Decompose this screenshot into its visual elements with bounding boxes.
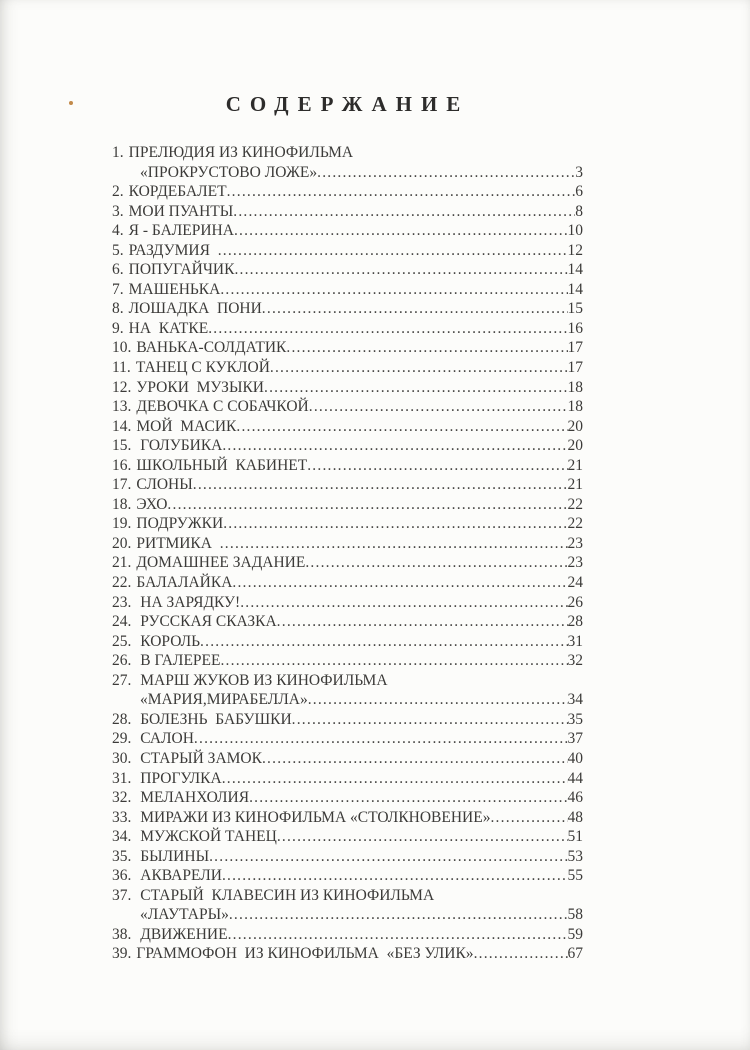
entry-number: 37. xyxy=(112,886,132,904)
entry-title: РУССКАЯ СКАЗКА xyxy=(136,613,277,631)
entry-page-number: 14 xyxy=(567,261,583,279)
entry-number: 33. xyxy=(112,808,132,826)
entry-title: МОЙ МАСИК xyxy=(136,417,237,435)
entry-title: СТАРЫЙ КЛАВЕСИН ИЗ КИНОФИЛЬМА xyxy=(136,886,435,904)
entry-page-number: 16 xyxy=(567,319,583,337)
entry-number: 17. xyxy=(112,476,132,494)
entry-number: 32. xyxy=(112,789,132,807)
entry-title: МУЖСКОЙ ТАНЕЦ xyxy=(136,828,277,846)
entry-title: РАЗДУМИЯ xyxy=(128,241,218,259)
dot-leader xyxy=(264,378,567,398)
dot-leader xyxy=(292,710,568,730)
entry-title: ШКОЛЬНЫЙ КАБИНЕТ xyxy=(136,456,308,474)
entry-title: ДОМАШНЕЕ ЗАДАНИЕ xyxy=(136,554,306,572)
dot-leader xyxy=(222,866,568,886)
dot-leader xyxy=(220,534,568,554)
entry-title: ДЕВОЧКА С СОБАЧКОЙ xyxy=(136,398,309,416)
entry-page-number: 12 xyxy=(567,241,583,259)
entry-title: В ГАЛЕРЕЕ xyxy=(136,652,221,670)
entry-title: ПРОГУЛКА xyxy=(136,769,222,787)
entry-number: 9. xyxy=(112,319,124,337)
toc-entry xyxy=(112,553,583,573)
entry-page-number: 14 xyxy=(567,280,583,298)
entry-number: 3. xyxy=(112,202,124,220)
entry-page-number: 34 xyxy=(567,691,583,709)
entry-page-number: 26 xyxy=(567,593,583,611)
entry-page-number: 20 xyxy=(567,437,583,455)
scan-speck-artifact xyxy=(69,101,73,105)
entry-title: «ЛАУТАРЫ» xyxy=(140,906,229,924)
entry-number: 27. xyxy=(112,671,132,689)
entry-page-number: 20 xyxy=(567,417,583,435)
entry-title: ГРАММОФОН ИЗ КИНОФИЛЬМА «БЕЗ УЛИК» xyxy=(136,945,474,963)
toc-entry xyxy=(112,182,583,202)
dot-leader xyxy=(234,260,567,280)
entry-page-number: 31 xyxy=(567,632,583,650)
entry-title: РИТМИКА xyxy=(136,534,220,552)
entry-page-number: 32 xyxy=(567,652,583,670)
toc-entry xyxy=(112,319,583,339)
entry-number: 15. xyxy=(112,437,132,455)
dot-leader xyxy=(209,847,567,867)
entry-page-number: 15 xyxy=(567,300,583,318)
entry-number: 12. xyxy=(112,378,132,396)
entry-page-number: 21 xyxy=(567,456,583,474)
dot-leader xyxy=(317,163,575,183)
toc-entry-continuation xyxy=(112,905,583,925)
entry-page-number: 22 xyxy=(567,515,583,533)
toc-entry xyxy=(112,241,583,261)
entry-page-number: 23 xyxy=(567,534,583,552)
entry-number: 24. xyxy=(112,613,132,631)
dot-leader xyxy=(286,338,567,358)
entry-title: ПОДРУЖКИ xyxy=(136,515,224,533)
toc-entry xyxy=(112,593,583,613)
dot-leader xyxy=(227,182,576,202)
entry-number: 14. xyxy=(112,417,132,435)
entry-number: 29. xyxy=(112,730,132,748)
entry-title: БЫЛИНЫ xyxy=(136,847,210,865)
dot-leader xyxy=(194,729,568,749)
toc-entry-continuation xyxy=(112,163,583,183)
dot-leader xyxy=(305,553,567,573)
toc-entry xyxy=(112,729,583,749)
toc-entry xyxy=(112,612,583,632)
entry-page-number: 59 xyxy=(567,925,583,943)
dot-leader xyxy=(262,749,568,769)
toc-entry xyxy=(112,397,583,417)
entry-title: МАРШ ЖУКОВ ИЗ КИНОФИЛЬМА xyxy=(136,671,388,689)
entry-title: МЕЛАНХОЛИЯ xyxy=(136,789,250,807)
entry-title: «ПРОКРУСТОВО ЛОЖЕ» xyxy=(140,163,318,181)
entry-number: 2. xyxy=(112,183,124,201)
dot-leader xyxy=(307,456,567,476)
toc-entry xyxy=(112,417,583,437)
dot-leader xyxy=(220,651,567,671)
entry-title: «МАРИЯ,МИРАБЕЛЛА» xyxy=(140,691,308,709)
dot-leader xyxy=(309,397,568,417)
entry-number: 11. xyxy=(112,359,131,377)
toc-entry xyxy=(112,299,583,319)
entry-number: 36. xyxy=(112,867,132,885)
entry-number: 13. xyxy=(112,398,132,416)
entry-number: 1. xyxy=(112,144,124,161)
toc-entry xyxy=(112,436,583,456)
entry-title: ДВИЖЕНИЕ xyxy=(136,925,228,943)
entry-number: 4. xyxy=(112,222,124,240)
entry-title: НА КАТКЕ xyxy=(128,319,209,337)
toc-entry xyxy=(112,495,583,515)
entry-number: 7. xyxy=(112,280,124,298)
toc-entry xyxy=(112,514,583,534)
dot-leader xyxy=(262,299,568,319)
entry-page-number: 28 xyxy=(567,613,583,631)
entry-number: 16. xyxy=(112,456,132,474)
entry-number: 21. xyxy=(112,554,132,572)
dot-leader xyxy=(490,808,567,828)
toc-title: СОДЕРЖАНИЕ xyxy=(225,92,470,116)
toc-entry xyxy=(112,749,583,769)
entry-page-number: 3 xyxy=(575,163,583,181)
dot-leader xyxy=(223,514,567,534)
entry-page-number: 21 xyxy=(567,476,583,494)
entry-page-number: 35 xyxy=(567,710,583,728)
toc-entry xyxy=(112,632,583,652)
toc-entry xyxy=(112,808,583,828)
entry-number: 20. xyxy=(112,534,132,552)
dot-leader xyxy=(233,202,575,222)
entry-number: 28. xyxy=(112,710,132,728)
entry-number: 30. xyxy=(112,749,132,767)
entry-title: АКВАРЕЛИ xyxy=(136,867,222,885)
dot-leader xyxy=(167,495,567,515)
toc-entry xyxy=(112,143,583,163)
dot-leader xyxy=(229,905,568,925)
dot-leader xyxy=(228,925,568,945)
toc-entry xyxy=(112,886,583,906)
dot-leader xyxy=(249,788,567,808)
toc-entry xyxy=(112,651,583,671)
entry-number: 10. xyxy=(112,339,132,357)
entry-number: 35. xyxy=(112,847,132,865)
entry-title: ТАНЕЦ С КУКЛОЙ xyxy=(135,359,270,377)
entry-page-number: 53 xyxy=(567,847,583,865)
entry-number: 8. xyxy=(112,300,124,318)
entry-title: МИРАЖИ ИЗ КИНОФИЛЬМА «СТОЛКНОВЕНИЕ» xyxy=(136,808,491,826)
entry-page-number: 40 xyxy=(567,749,583,767)
toc-entry xyxy=(112,827,583,847)
entry-title: КОРОЛЬ xyxy=(136,632,201,650)
toc-entry xyxy=(112,534,583,554)
toc-list xyxy=(112,143,583,964)
entry-page-number: 6 xyxy=(575,183,583,201)
entry-page-number: 17 xyxy=(567,339,583,357)
toc-entry-continuation xyxy=(112,690,583,710)
dot-leader xyxy=(308,690,568,710)
toc-entry xyxy=(112,573,583,593)
entry-title: НА ЗАРЯДКУ! xyxy=(136,593,241,611)
entry-title: КОРДЕБАЛЕТ xyxy=(128,183,227,201)
entry-title: ЛОШАДКА ПОНИ xyxy=(128,300,262,318)
entry-number: 31. xyxy=(112,769,132,787)
toc-entry xyxy=(112,847,583,867)
entry-number: 26. xyxy=(112,652,132,670)
entry-title: ЭХО xyxy=(136,495,168,513)
dot-leader xyxy=(193,475,568,495)
dot-leader xyxy=(232,573,567,593)
entry-number: 34. xyxy=(112,828,132,846)
entry-title: Я - БАЛЕРИНА xyxy=(128,222,234,240)
toc-entry xyxy=(112,280,583,300)
entry-title: БОЛЕЗНЬ БАБУШКИ xyxy=(136,710,292,728)
toc-entry xyxy=(112,944,583,964)
entry-page-number: 24 xyxy=(567,574,583,592)
entry-number: 38. xyxy=(112,925,132,943)
entry-number: 25. xyxy=(112,632,132,650)
dot-leader xyxy=(236,417,567,437)
entry-number: 6. xyxy=(112,261,124,279)
toc-entry xyxy=(112,788,583,808)
dot-leader xyxy=(208,319,567,339)
entry-number: 22. xyxy=(112,574,132,592)
entry-title: ПРЕЛЮДИЯ ИЗ КИНОФИЛЬМА xyxy=(128,144,354,161)
entry-page-number: 67 xyxy=(567,945,583,963)
entry-title: УРОКИ МУЗЫКИ xyxy=(136,378,265,396)
entry-title: САЛОН xyxy=(136,730,194,748)
entry-title: СТАРЫЙ ЗАМОК xyxy=(136,749,262,767)
toc-entry xyxy=(112,260,583,280)
entry-title: ВАНЬКА-СОЛДАТИК xyxy=(136,339,287,357)
entry-title: БАЛАЛАЙКА xyxy=(136,574,233,592)
entry-page-number: 10 xyxy=(567,222,583,240)
entry-title: ГОЛУБИКА xyxy=(136,437,223,455)
entry-title: СЛОНЫ xyxy=(136,476,193,494)
entry-page-number: 44 xyxy=(567,769,583,787)
entry-number: 39. xyxy=(112,945,132,963)
entry-number: 19. xyxy=(112,515,132,533)
dot-leader xyxy=(277,827,568,847)
toc-entry xyxy=(112,866,583,886)
entry-page-number: 51 xyxy=(567,828,583,846)
entry-title: МОИ ПУАНТЫ xyxy=(128,202,234,220)
entry-number: 18. xyxy=(112,495,132,513)
dot-leader xyxy=(277,612,568,632)
entry-page-number: 22 xyxy=(567,495,583,513)
dot-leader xyxy=(240,593,567,613)
dot-leader xyxy=(222,769,568,789)
dot-leader xyxy=(218,241,568,261)
entry-number: 23. xyxy=(112,593,132,611)
dot-leader xyxy=(474,944,568,964)
entry-page-number: 58 xyxy=(567,906,583,924)
toc-entry xyxy=(112,769,583,789)
entry-page-number: 18 xyxy=(567,378,583,396)
toc-entry xyxy=(112,925,583,945)
toc-entry xyxy=(112,221,583,241)
dot-leader xyxy=(220,280,567,300)
dot-leader xyxy=(270,358,568,378)
entry-page-number: 46 xyxy=(567,789,583,807)
entry-page-number: 8 xyxy=(575,202,583,220)
dot-leader xyxy=(234,221,568,241)
entry-number: 5. xyxy=(112,241,124,259)
toc-entry xyxy=(112,671,583,691)
entry-page-number: 17 xyxy=(567,359,583,377)
dot-leader xyxy=(200,632,567,652)
entry-page-number: 55 xyxy=(567,867,583,885)
entry-page-number: 37 xyxy=(567,730,583,748)
toc-entry xyxy=(112,710,583,730)
dot-leader xyxy=(222,436,567,456)
entry-title: ПОПУГАЙЧИК xyxy=(128,261,235,279)
toc-entry xyxy=(112,456,583,476)
toc-entry xyxy=(112,202,583,222)
entry-page-number: 18 xyxy=(567,398,583,416)
toc-entry xyxy=(112,358,583,378)
entry-page-number: 48 xyxy=(567,808,583,826)
entry-title: МАШЕНЬКА xyxy=(128,280,221,298)
toc-entry xyxy=(112,475,583,495)
toc-entry xyxy=(112,378,583,398)
entry-page-number: 23 xyxy=(567,554,583,572)
toc-entry xyxy=(112,338,583,358)
